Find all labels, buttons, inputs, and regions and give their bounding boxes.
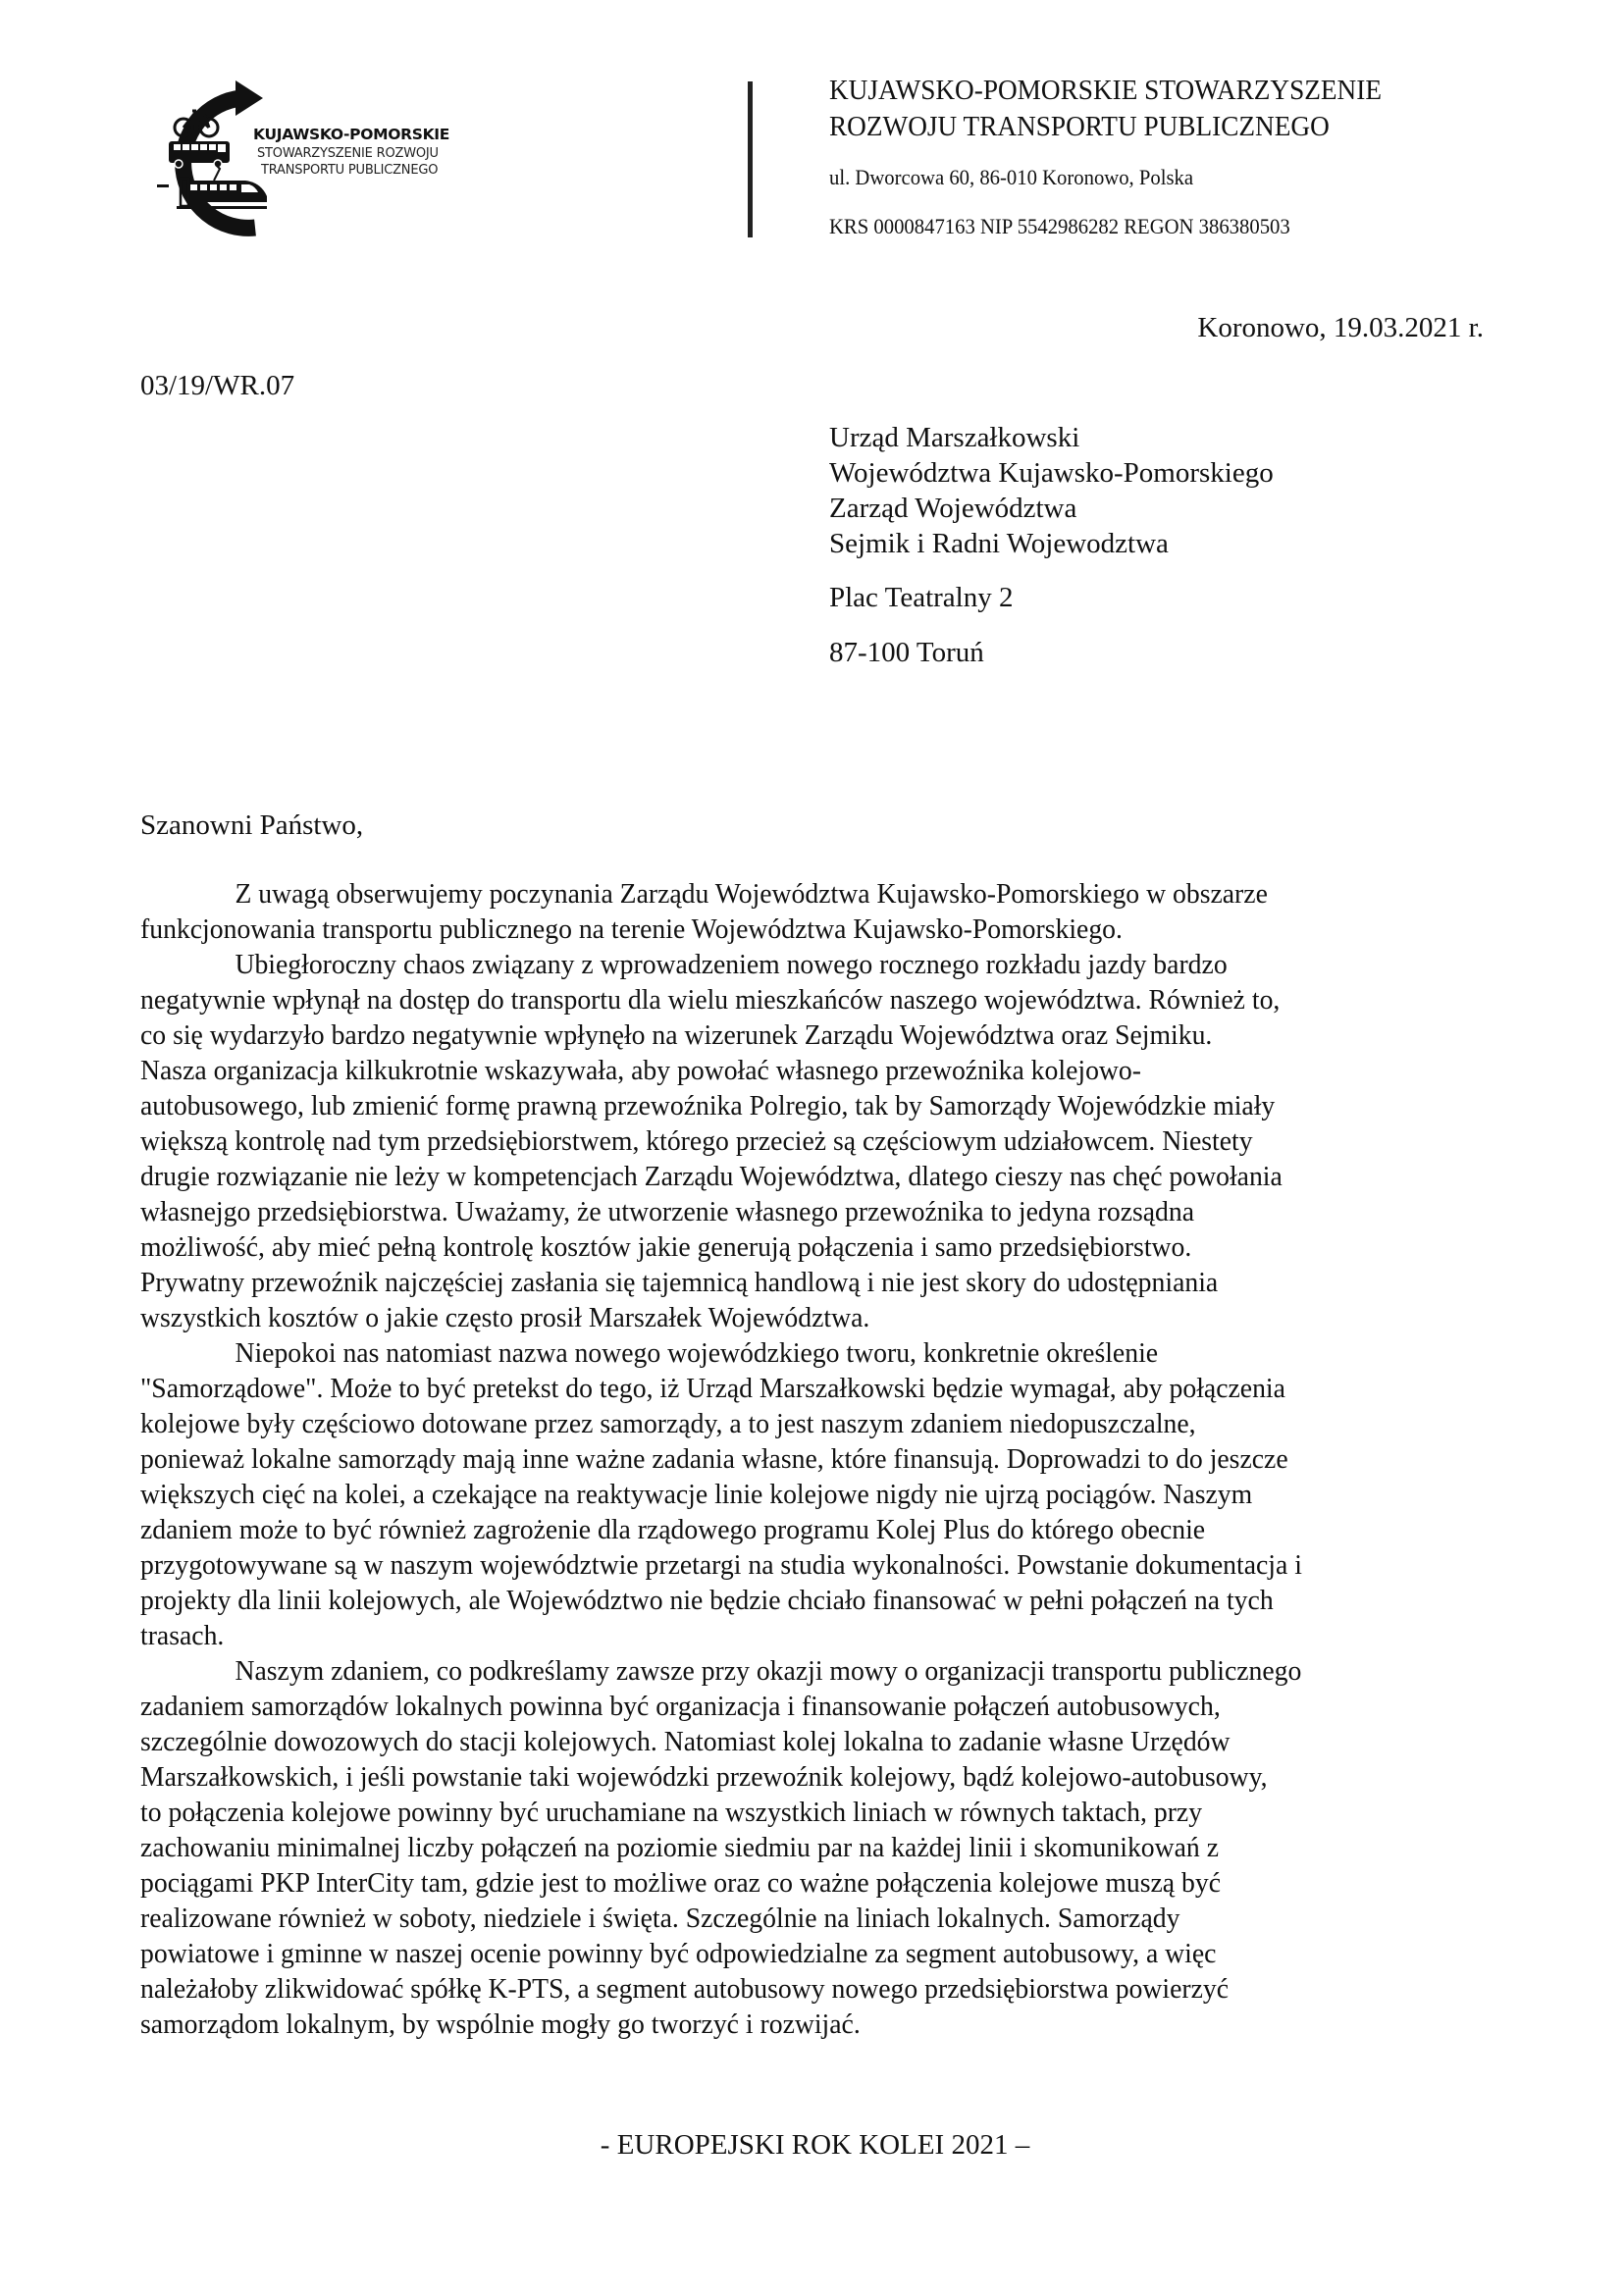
- org-address: ul. Dworcowa 60, 86-010 Koronowo, Polska: [829, 165, 1194, 189]
- body-line: Marszałkowskich, i jeśli powstanie taki wojewódzki przewoźnik kolejowy, bądź kolejowo-autobusowy,: [140, 1761, 1268, 1793]
- recipient-line: Sejmik i Radni Wojewodztwa: [829, 528, 1169, 559]
- body-line: realizowane również w soboty, niedziele i święta. Szczególnie na liniach lokalnych. Samorządy: [140, 1903, 1180, 1934]
- body-line: to połączenia kolejowe powinny być uruchamiane na wszystkich liniach w równych taktach, przy: [140, 1797, 1203, 1828]
- body-line: ponieważ lokalne samorządy mają inne ważne zadania własne, które finansują. Doprowadzi to do jeszcze: [140, 1443, 1288, 1475]
- body-line: szczególnie dowozowych do stacji kolejowych. Natomiast kolej lokalna to zadanie własne Urzędów: [140, 1726, 1231, 1757]
- logo-subtitle-line2: TRANSPORTU PUBLICZNEGO: [261, 163, 439, 178]
- footer-motto-text: - EUROPEJSKI ROK KOLEI 2021 –: [600, 2129, 1030, 2161]
- body-line: trasach.: [140, 1620, 225, 1651]
- body-line: Nasza organizacja kilkukrotnie wskazywała, aby powołać własnego przewoźnika kolejowo-: [140, 1055, 1141, 1086]
- recipient-street: Plac Teatralny 2: [829, 582, 1014, 613]
- letter-body: [140, 876, 1475, 2042]
- body-line: projekty dla linii kolejowych, ale Województwo nie będzie chciało finansować w pełni połączeń na tych: [140, 1585, 1274, 1616]
- recipient-city: 87-100 Toruń: [829, 637, 984, 668]
- body-line: własnejgo przedsiębiorstwa. Uważamy, że utworzenie własnego przewoźnika to jedyna rozsądna: [140, 1196, 1195, 1227]
- body-line: Naszym zdaniem, co podkreślamy zawsze przy okazji mowy o organizacji transportu publicznego: [235, 1655, 1302, 1687]
- body-line: przygotowywane są w naszym województwie przetargi na studia wykonalności. Powstanie dokumentacja i: [140, 1549, 1302, 1581]
- body-line: powiatowe i gminne w naszej ocenie powinny być odpowiedzialne za segment autobusowy, a więc: [140, 1938, 1217, 1969]
- body-line: możliwość, aby mieć pełną kontrolę kosztów jakie generują połączenia i samo przedsiębiorstwo.: [140, 1231, 1192, 1263]
- body-line: zdaniem może to być również zagrożenie dla rządowego programu Kolej Plus do którego obecnie: [140, 1514, 1206, 1545]
- logo-subtitle-line1: STOWARZYSZENIE ROZWOJU: [257, 146, 439, 161]
- logo-title: KUJAWSKO-POMORSKIE: [253, 126, 450, 143]
- body-line: negatywnie wpłynął na dostęp do transportu dla wielu mieszkańców naszego województwa. Również to,: [140, 984, 1281, 1016]
- body-line: Z uwagą obserwujemy poczynania Zarządu Województwa Kujawsko-Pomorskiego w obszarze: [235, 878, 1268, 910]
- body-line: zachowaniu minimalnej liczby połączeń na poziomie siedmiu par na każdej linii i skomunikowań z: [140, 1832, 1220, 1863]
- body-line: większą kontrolę nad tym przedsiębiorstwem, którego przecież są częściowym udziałowcem. Niestety: [140, 1125, 1253, 1157]
- body-line: autobusowego, lub zmienić formę prawną przewoźnika Polregio, tak by Samorządy Wojewódzkie miały: [140, 1090, 1276, 1121]
- body-line: co się wydarzyło bardzo negatywnie wpłynęło na wizerunek Zarządu Województwa oraz Sejmiku.: [140, 1019, 1213, 1051]
- recipient-line: Urząd Marszałkowski: [829, 422, 1080, 453]
- footer-motto: [0, 2127, 1624, 2163]
- reference-number: 03/19/WR.07: [140, 370, 295, 401]
- body-line: samorządom lokalnym, by wspólnie mogły go tworzyć i rozwijać.: [140, 2008, 861, 2040]
- body-line: "Samorządowe". Może to być pretekst do tego, iż Urząd Marszałkowski będzie wymagał, aby połączenia: [140, 1373, 1285, 1404]
- body-line: funkcjonowania transportu publicznego na terenie Województwa Kujawsko-Pomorskiego.: [140, 913, 1123, 945]
- salutation: Szanowni Państwo,: [140, 809, 364, 841]
- body-line: Prywatny przewoźnik najczęściej zasłania się tajemnicą handlową i nie jest skory do udostępniania: [140, 1267, 1219, 1298]
- body-line: drugie rozwiązanie nie leży w kompetencjach Zarządu Województwa, dlatego cieszy nas chęć powołania: [140, 1161, 1283, 1192]
- org-registry: KRS 0000847163 NIP 5542986282 REGON 386380503: [829, 214, 1290, 238]
- body-line: pociągami PKP InterCity tam, gdzie jest to możliwe oraz co ważne połączenia kolejowe muszą być: [140, 1867, 1222, 1899]
- org-name-line2: ROZWOJU TRANSPORTU PUBLICZNEGO: [829, 111, 1330, 142]
- body-line: wszystkich kosztów o jakie często prosił Marszałek Województwa.: [140, 1302, 870, 1333]
- body-line: Niepokoi nas natomiast nazwa nowego wojewódzkiego tworu, konkretnie określenie: [235, 1337, 1159, 1369]
- body-line: należałoby zlikwidować spółkę K-PTS, a segment autobusowy nowego przedsiębiorstwa powierzyć: [140, 1973, 1230, 2005]
- organization-logo: [147, 71, 481, 247]
- body-line: zadaniem samorządów lokalnych powinna być organizacja i finansowanie połączeń autobusowych,: [140, 1691, 1221, 1722]
- body-line: większych cięć na kolei, a czekające na reaktywacje linie kolejowe nigdy nie ujrzą pociągów. Naszym: [140, 1479, 1253, 1510]
- place-date: Koronowo, 19.03.2021 r.: [1197, 312, 1484, 343]
- train-icon: [157, 165, 267, 209]
- recipient-line: Zarząd Województwa: [829, 493, 1077, 524]
- header-divider: [748, 81, 753, 237]
- body-line: Ubiegłoroczny chaos związany z wprowadzeniem nowego rocznego rozkładu jazdy bardzo: [235, 949, 1228, 980]
- recipient-line: Województwa Kujawsko-Pomorskiego: [829, 457, 1274, 489]
- body-line: kolejowe były częściowo dotowane przez samorządy, a to jest naszym zdaniem niedopuszczalne,: [140, 1408, 1196, 1439]
- bus-icon: [169, 141, 230, 168]
- org-name-line1: KUJAWSKO-POMORSKIE STOWARZYSZENIE: [829, 75, 1382, 106]
